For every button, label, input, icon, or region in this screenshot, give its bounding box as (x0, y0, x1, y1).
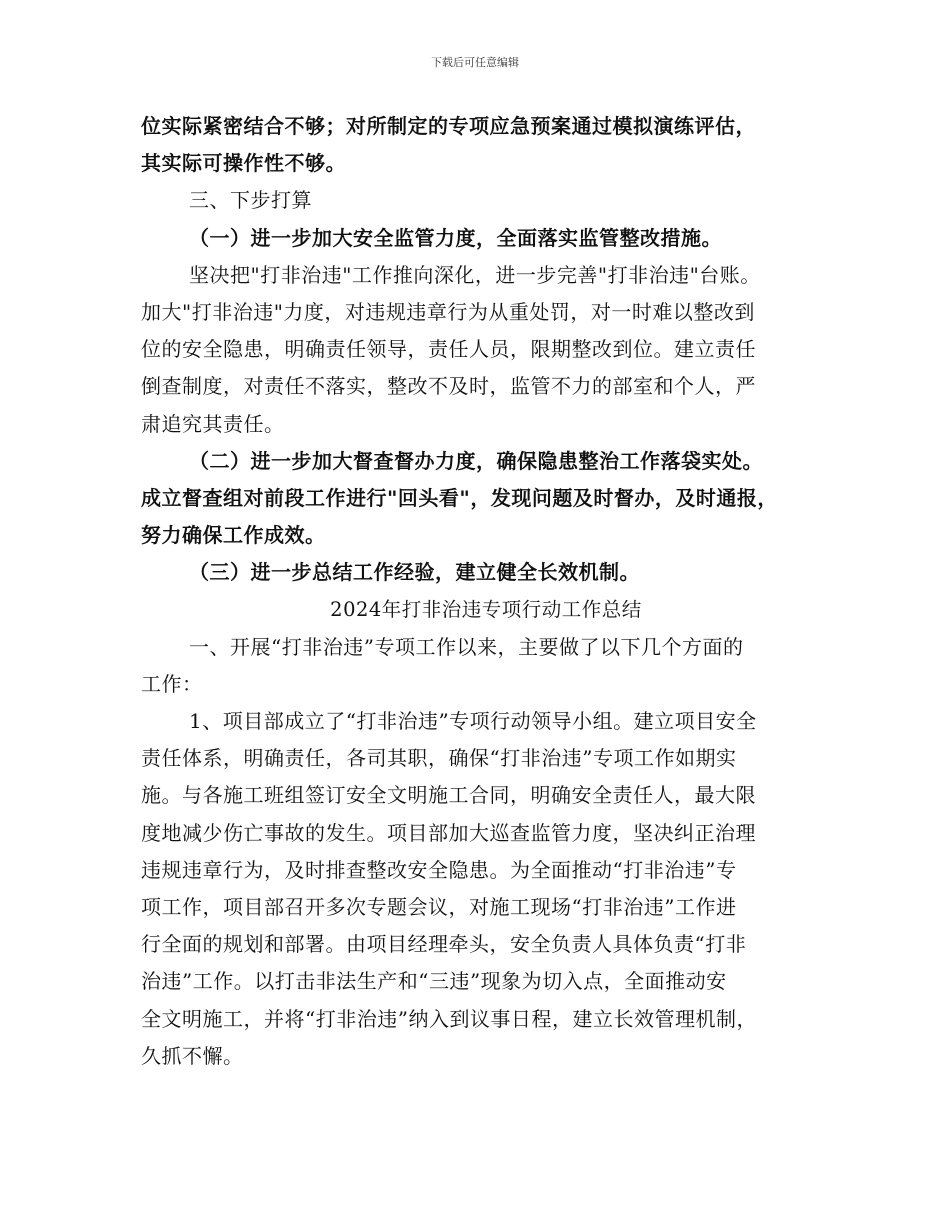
document-body (141, 108, 831, 1075)
text-line: 位实际紧密结合不够；对所制定的专项应急预案通过模拟演练评估， (141, 114, 756, 138)
page-header: 下载后可任意编辑 (431, 56, 519, 69)
text-line: 度地减少伤亡事故的发生。项目部加大巡查监管力度，坚决纠正治理 (141, 820, 756, 845)
text-line: 工作： (141, 671, 203, 696)
text-line: 其实际可操作性不够。 (141, 151, 346, 176)
text-line: 施。与各施工班组签订安全文明施工合同，明确安全责任人，最大限 (141, 783, 756, 808)
text-line: 责任体系，明确责任，各司其职，确保“打非治违”专项工作如期实 (141, 746, 737, 771)
text-line: 倒查制度，对责任不落实，整改不及时，监管不力的部室和个人，严 (141, 374, 756, 399)
text-line: 努力确保工作成效。 (141, 523, 326, 548)
text-line: （二）进一步加大督查督办力度，确保隐患整治工作落袋实处。 (189, 448, 763, 473)
text-line: 一、开展“打非治违”专项工作以来，主要做了以下几个方面的 (189, 634, 744, 659)
text-line: 违规违章行为，及时排查整改安全隐患。为全面推动“打非治违”专 (141, 857, 737, 882)
text-line: 治违”工作。以打击非法生产和“三违”现象为切入点，全面推动安 (141, 969, 727, 994)
text-line: 坚决把"打非治违"工作推向深化，进一步完善"打非治违"台账。 (189, 262, 761, 287)
text-line: 肃追究其责任。 (141, 411, 285, 436)
text-line: （一）进一步加大安全监管力度，全面落实监管整改措施。 (189, 225, 722, 250)
text-line: 加大"打非治违"力度，对违规违章行为从重处罚，对一时难以整改到 (141, 299, 755, 324)
text-line: 全文明施工，并将“打非治违”纳入到议事日程，建立长效管理机制， (141, 1006, 757, 1031)
text-line: （三）进一步总结工作经验，建立健全长效机制。 (189, 560, 640, 585)
text-line: 成立督查组对前段工作进行"回头看"，发现问题及时督办，及时通报， (141, 485, 778, 510)
text-line: 久抓不懈。 (141, 1043, 244, 1068)
text-line: 项工作，项目部召开多次专题会议，对施工现场“打非治违”工作进 (141, 894, 737, 919)
text-line: 1、项目部成立了“打非治违”专项行动领导小组。建立项目安全 (189, 709, 757, 733)
text-line: 三、下步打算 (189, 188, 312, 213)
section-title: 2024年打非治违专项行动工作总结 (330, 598, 642, 622)
text-line: 位的安全隐患，明确责任领导，责任人员，限期整改到位。建立责任 (141, 337, 756, 362)
text-line: 行全面的规划和部署。由项目经理牵头，安全负责人具体负责“打非 (141, 932, 747, 957)
